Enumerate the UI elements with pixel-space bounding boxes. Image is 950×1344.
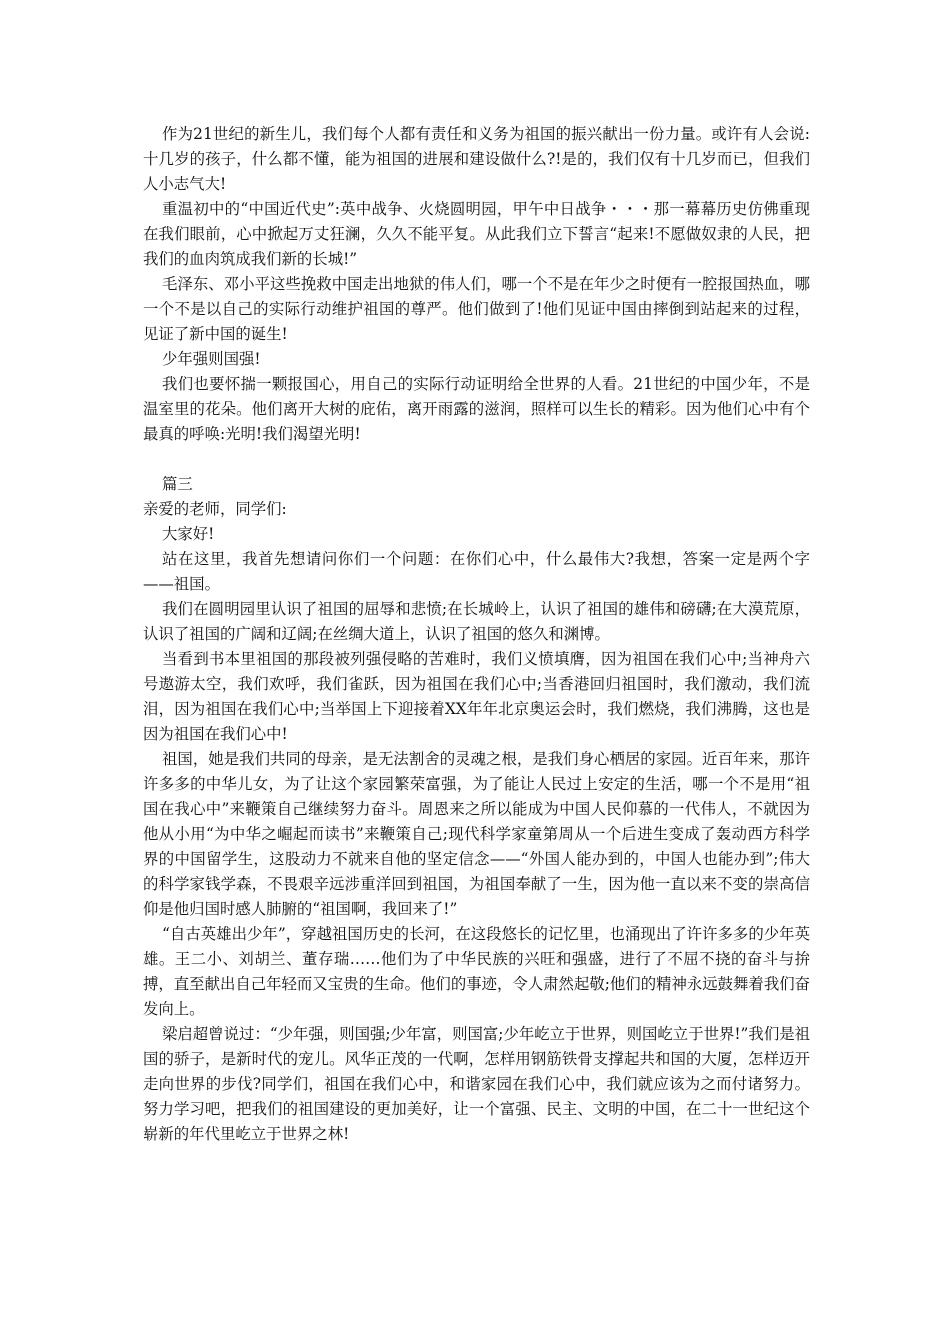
paragraph: 作为21世纪的新生儿，我们每个人都有责任和义务为祖国的振兴献出一份力量。或许有人会说:十几岁的孩子，什么都不懂，能为祖国的进展和建设做什么?!是的，我们仅有十几岁而已，但我们人小志气大! (143, 125, 810, 193)
paragraph: 梁启超曾说过：“少年强，则国强;少年富，则国富;少年屹立于世界，则国屹立于世界!”我们是祖国的骄子，是新时代的宠儿。风华正茂的一代啊，怎样用钢筋铁骨支撑起共和国的大厦，怎样迈开走向世界的步伐?同学们，祖国在我们心中，和谐家园在我们心中，我们就应该为之而付诸努力。努力学习吧，把我们的祖国建设的更加美好，让一个富强、民主、文明的中国，在二十一世纪这个崭新的年代里屹立于世界之林! (143, 1025, 810, 1143)
paragraph: 我们在圆明园里认识了祖国的屈辱和悲愤;在长城岭上，认识了祖国的雄伟和磅礴;在大漠荒原，认识了祖国的广阔和辽阔;在丝绸大道上，认识了祖国的悠久和渊博。 (143, 600, 810, 643)
paragraph: 站在这里，我首先想请问你们一个问题：在你们心中，什么最伟大?我想，答案一定是两个字——祖国。 (143, 550, 810, 593)
document-body (143, 122, 810, 1147)
paragraph: 当看到书本里祖国的那段被列强侵略的苦难时，我们义愤填膺，因为祖国在我们心中;当神舟六号遨游太空，我们欢呼，我们雀跃，因为祖国在我们心中;当香港回归祖国时，我们激动，我们流泪，因为祖国在我们心中;当举国上下迎接着XX年年北京奥运会时，我们燃烧，我们沸腾，这也是因为祖国在我们心中! (143, 650, 810, 743)
paragraph: 祖国，她是我们共同的母亲，是无法割舍的灵魂之根，是我们身心栖居的家园。近百年来，那许许多多的中华儿女，为了让这个家园繁荣富强，为了能让人民过上安定的生活，哪一个不是用“祖国在我心中”来鞭策自己继续努力奋斗。周恩来之所以能成为中国人民仰慕的一代伟人，不就因为他从小用“为中华之崛起而读书”来鞭策自己;现代科学家童第周从一个后进生变成了轰动西方科学界的中国留学生，这股动力不就来自他的坚定信念——“外国人能办到的，中国人也能办到”;伟大的科学家钱学森，不畏艰辛远涉重洋回到祖国，为祖国奉献了一生，因为他一直以来不变的崇高信仰是他归国时感人肺腑的“祖国啊，我回来了!” (143, 750, 810, 918)
paragraph: “自古英雄出少年”，穿越祖国历史的长河，在这段悠长的记忆里，也涌现出了许许多多的少年英雄。王二小、刘胡兰、董存瑞……他们为了中华民族的兴旺和强盛，进行了不屈不挠的奋斗与拚搏，直至献出自己年轻而又宝贵的生命。他们的事迹，令人肃然起敬;他们的精神永远鼓舞着我们奋发向上。 (143, 925, 810, 1018)
section-heading: 篇三 (162, 475, 193, 493)
greeting: 大家好! (162, 525, 215, 543)
paragraph: 重温初中的“中国近代史”:英中战争、火烧圆明园，甲午中日战争・・・那一幕幕历史仿佛重现在我们眼前，心中掀起万丈狂澜，久久不能平复。从此我们立下誓言“起来!不愿做奴隶的人民，把我们的血肉筑成我们新的长城!” (143, 200, 810, 268)
section-spacer (143, 447, 810, 472)
paragraph: 毛泽东、邓小平这些挽救中国走出地狱的伟人们，哪一个不是在年少之时便有一腔报国热血，哪一个不是以自己的实际行动维护祖国的尊严。他们做到了!他们见证中国由摔倒到站起来的过程，见证了新中国的诞生! (143, 275, 810, 343)
paragraph: 少年强则国强! (162, 350, 261, 368)
salutation: 亲爱的老师，同学们: (143, 500, 287, 518)
paragraph: 我们也要怀揣一颗报国心，用自己的实际行动证明给全世界的人看。21世纪的中国少年，不是温室里的花朵。他们离开大树的庇佑，离开雨露的滋润，照样可以生长的精彩。因为他们心中有个最真的呼唤:光明!我们渴望光明! (143, 375, 810, 443)
